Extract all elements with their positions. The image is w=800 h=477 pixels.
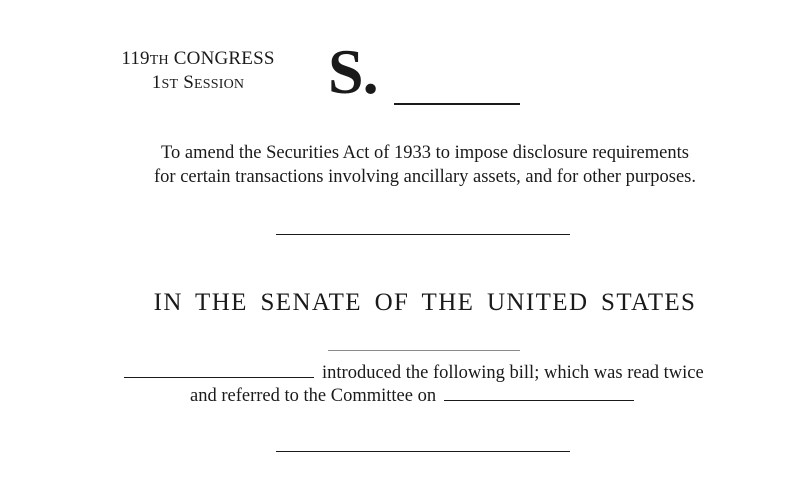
congress-label	[108, 48, 288, 72]
bill-title-line-2: for certain transactions involving ancillary assets, and for other purposes.	[154, 167, 696, 187]
congress-word: CONGRESS	[173, 48, 275, 69]
session-number: 1	[151, 72, 162, 93]
introduction-text: introduced the following bill; which was read twice	[322, 363, 704, 383]
sponsor-blank	[124, 377, 314, 378]
date-blank-rule	[328, 350, 520, 351]
divider-rule-bottom	[276, 451, 570, 452]
referral-text: and referred to the Committee on	[190, 386, 437, 406]
congress-session-block	[108, 48, 288, 96]
chamber-heading: IN THE SENATE OF THE UNITED STATES	[153, 289, 697, 316]
introduction-line	[124, 361, 744, 385]
session-first-letter: S	[183, 72, 194, 93]
bill-prefix: S.	[328, 36, 378, 107]
committee-blank	[444, 400, 634, 401]
session-rest: ESSION	[193, 77, 245, 92]
session-ordinal: ST	[161, 77, 179, 92]
bill-title-line-1: To amend the Securities Act of 1933 to impose disclosure requirements	[161, 143, 689, 163]
congress-number: 119	[121, 48, 150, 69]
session-label	[108, 72, 288, 96]
bill-number-blank	[394, 103, 520, 105]
bill-title	[100, 141, 750, 189]
referral-line	[190, 384, 750, 408]
divider-rule-top	[276, 234, 570, 235]
congress-ordinal: TH	[149, 53, 169, 68]
